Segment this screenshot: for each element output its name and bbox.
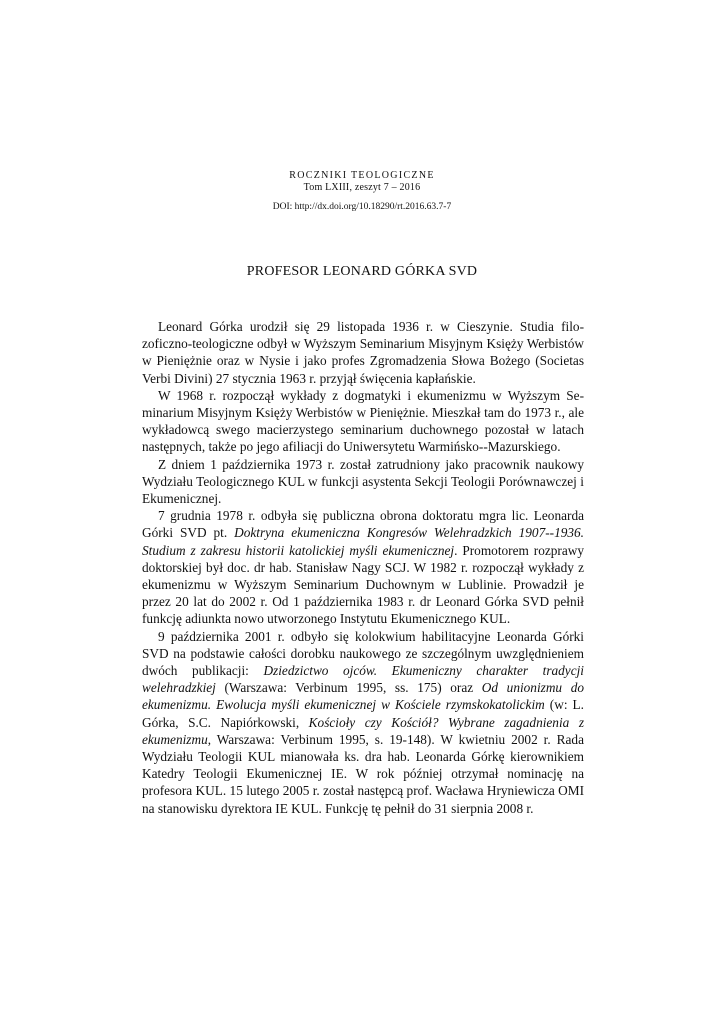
article-body [142,318,584,817]
article-title: PROFESOR LEONARD GÓRKA SVD [246,264,478,279]
paragraph-5-text-b: (Warszawa: Verbinum 1995, ss. 175) oraz [215,680,482,696]
paragraph-5 [142,628,584,817]
journal-header [0,170,724,213]
paragraph-4 [142,507,584,627]
issue-info: Tom LXIII, zeszyt 7 – 2016 [303,182,421,193]
publication-title-3: Kościoły czy Kościół? Wybrane zagadnienia z ekumenizmu [142,714,584,747]
publication-title-2: Od unionizmu do ekumenizmu. Ewolucja myśli ekumenicznej w Kościele rzymskokatolickim [142,680,585,713]
publication-title-1: Dziedzictwo ojców. Ekumeniczny charakter tradycji welehradzkiej [142,663,584,696]
paragraph-1: Leonard Górka urodził się 29 listopada 1936 r. w Cieszynie. Studia filozoficzno-teologiczne odbył w Wyższym Seminarium Misyjnym Księży Werbistów w Pieniężnie oraz w Nysie i jako profes Zgromadzenia Słowa Bożego (Societas Verbi Divini) 27 stycznia 1963 r. przyjął święcenia kapłańskie. [142,319,584,386]
doi-link[interactable]: DOI: http://dx.doi.org/10.18290/rt.2016.63.7-7 [272,202,452,212]
paragraph-4-text-b: . Promotorem rozprawy doktorskiej był doc. dr hab. Stanisław Nagy SCJ. W 1982 r. rozpoczął wykłady z ekumenizmu w Wyższym Seminarium Duchownym w Lublinie. Prowadził je przez 20 lat do 2002 r. Od 1 października 1983 r. dr Leonard Górka SVD pełnił funkcję adiunkta nowo utworzonego Instytutu Ekumenicznego KUL. [142,542,584,627]
paragraph-5-text-d: , Warszawa: Verbinum 1995, s. 19-148). W kwietniu 2002 r. Rada Wydziału Teologii KUL mianowała ks. dra hab. Leonarda Górkę kierownikiem Katedry Teologii Ekumenicznej IE. W rok później otrzymał nominację na profesora KUL. 15 lutego 2005 r. został następcą prof. Wacława Hryniewicza OMI na stanowisku dyrektora IE KUL. Funkcję tę pełnił do 31 sierpnia 2008 r. [142,731,584,816]
paragraph-5-text-a: 9 października 2001 r. odbyło się kolokwium habilitacyjne Leonarda Górki SVD na podstawie całości dorobku naukowego ze szczególnym uwzględnieniem dwóch publikacji: [142,628,584,679]
dissertation-title: Doktryna ekumeniczna Kongresów Welehradzkich 1907-⁠-1936. Studium z zakresu historii katolickiej myśli ekumenicznej [142,525,584,558]
paragraph-5-text-c: (w: L. Górka, S.C. Napiórkowski, [142,697,584,730]
paragraph-2: W 1968 r. rozpoczął wykłady z dogmatyki i ekumenizmu w Wyższym Seminarium Misyjnym Księży Werbistów w Pieniężnie. Mieszkał tam do 1973 r., ale wykładowcą swego macierzystego seminarium duchownego pozostał w latach następnych, także po jego afiliacji do Uniwersytetu Warmińsko-⁠-Mazurskiego. [142,387,584,455]
paragraph-4-text-a: 7 grudnia 1978 r. odbyła się publiczna obrona doktoratu mgra lic. Leonarda Górki SVD pt. [142,508,584,541]
paragraph-3: Z dniem 1 października 1973 r. został zatrudniony jako pracownik naukowy Wydziału Teologicznego KUL w funkcji asystenta Sekcji Teologii Porównawczej i Ekumenicznej. [142,456,584,507]
journal-name: ROCZNIKI TEOLOGICZNE [289,170,435,181]
